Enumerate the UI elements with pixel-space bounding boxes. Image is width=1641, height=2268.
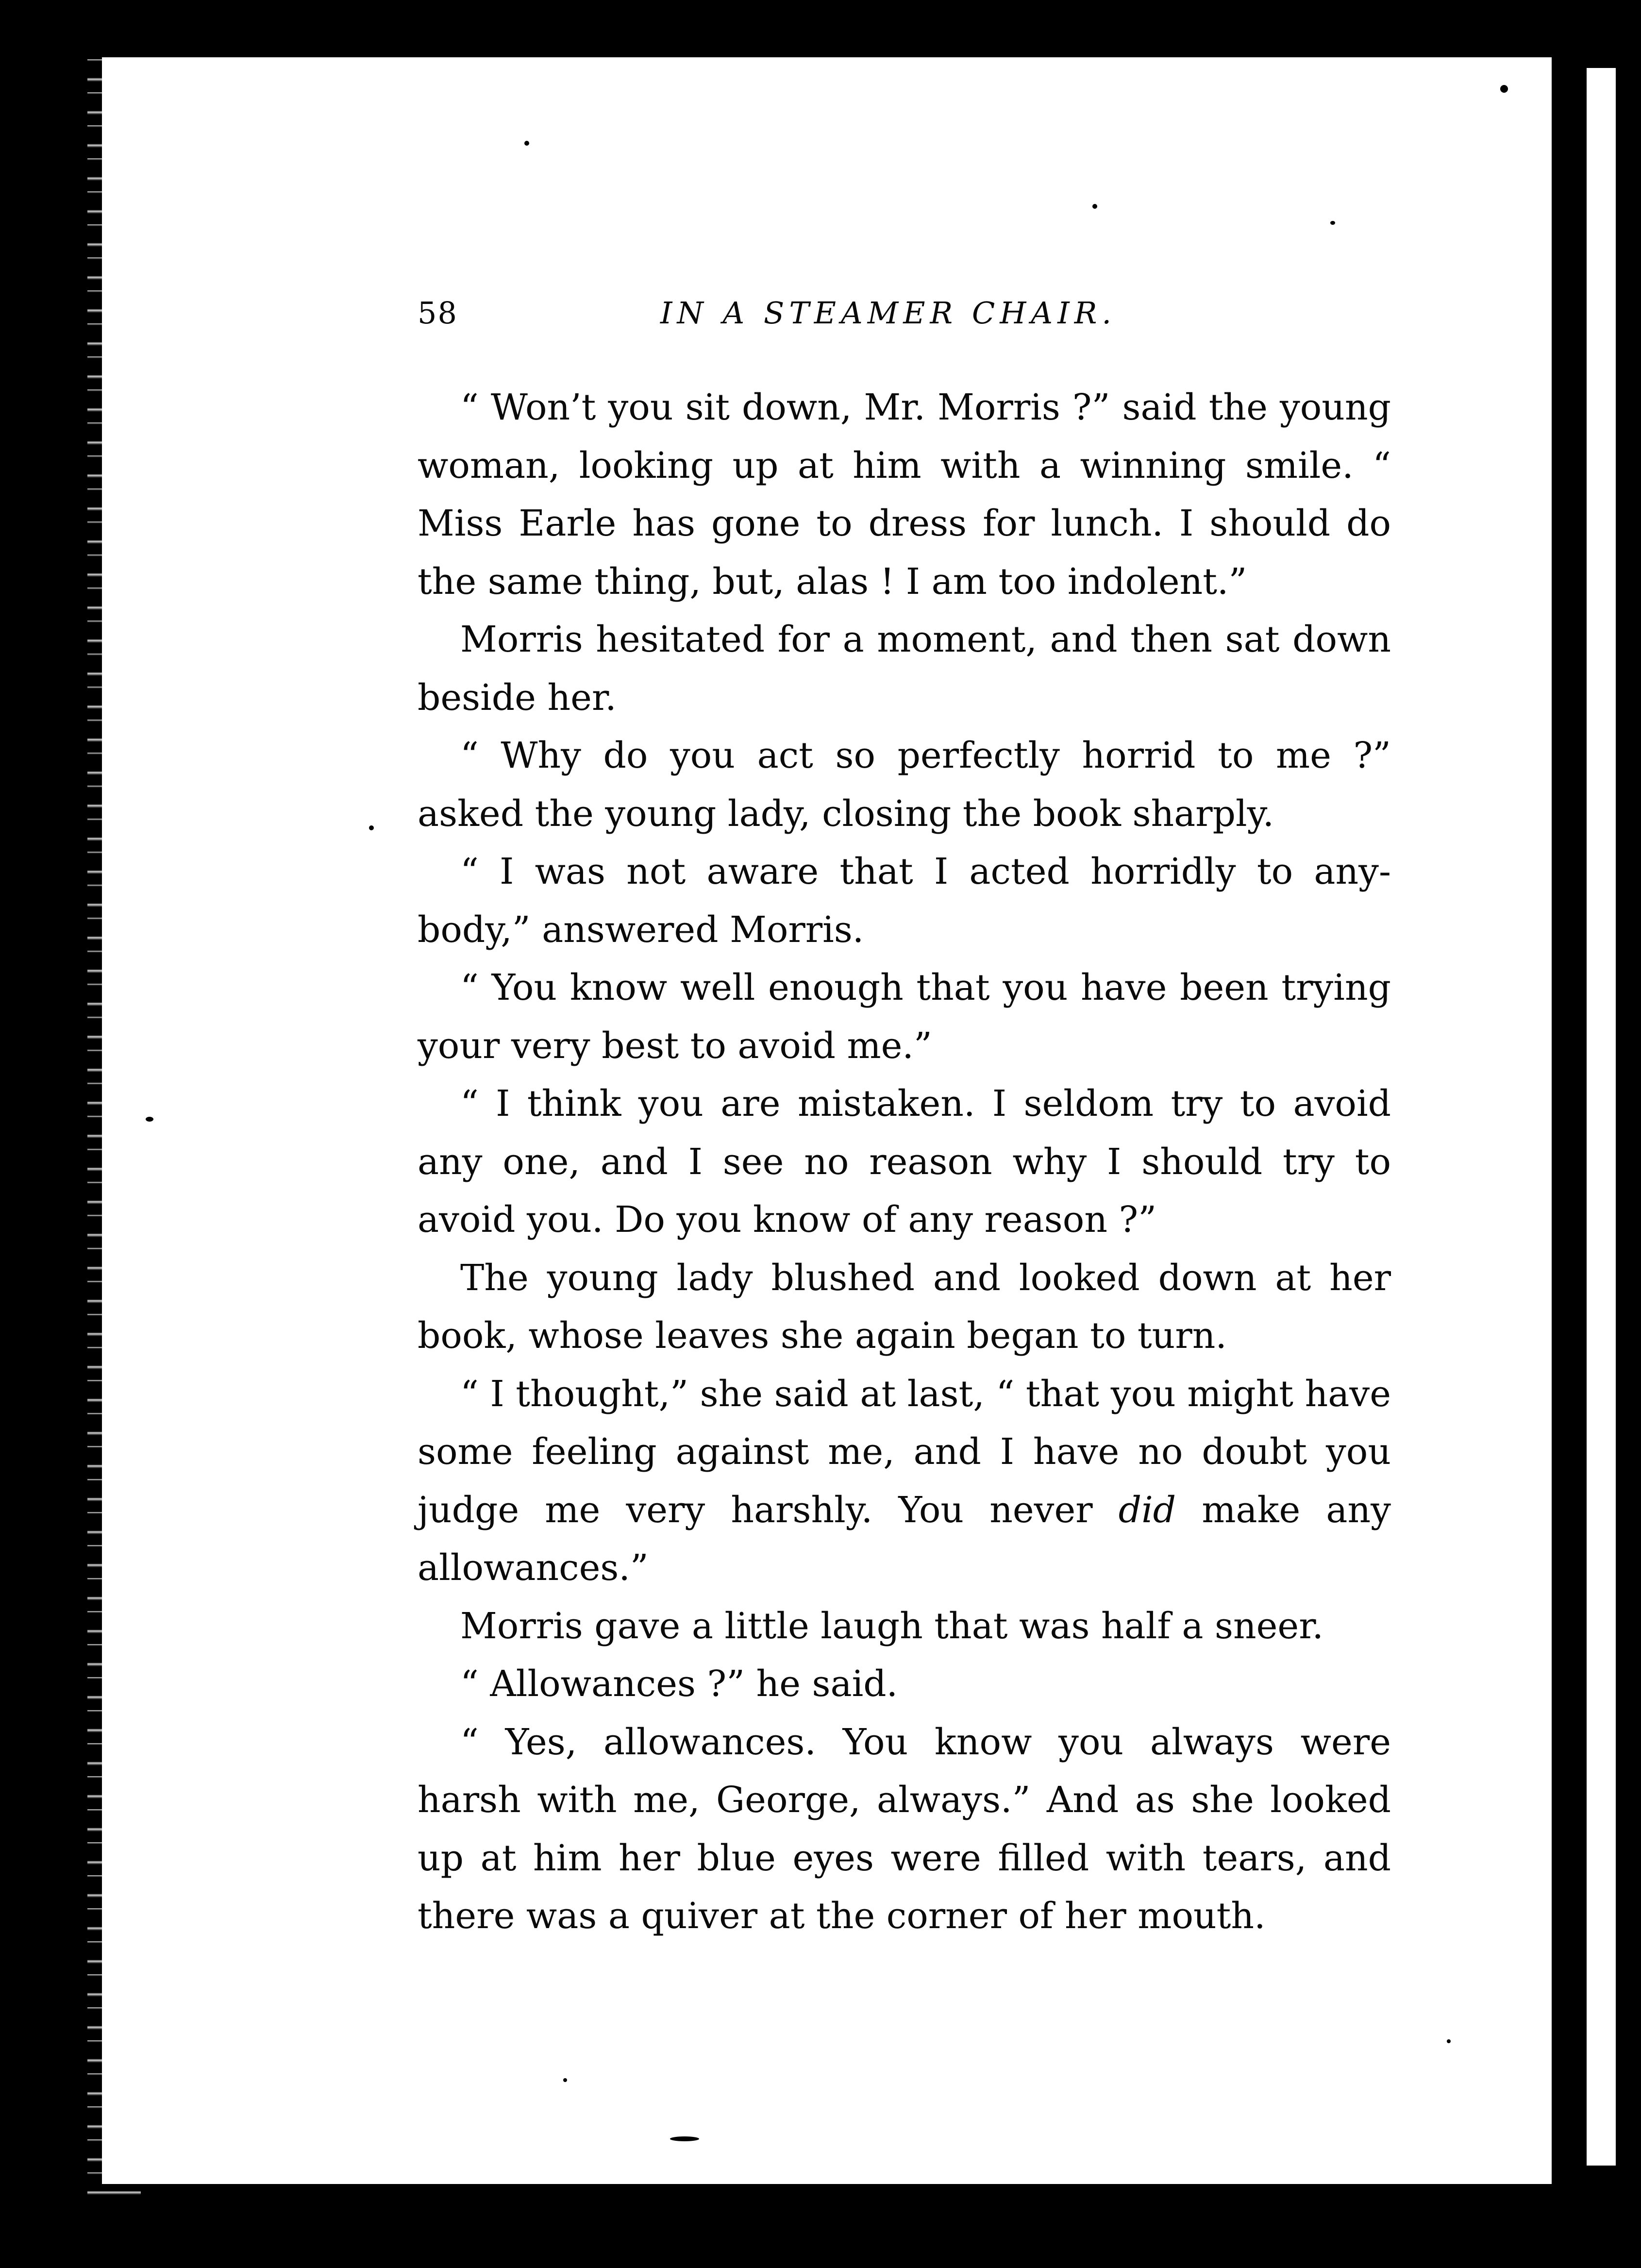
scan-speck [524,141,529,146]
paragraph: “ I think you are mistaken. I seldom try to avoid any one, and I see no reason why I should try to avoid you. Do you know of any reason ?” [418,1083,1391,1241]
body-text [418,379,1391,1946]
emphasis: did [1118,1489,1176,1531]
scan-speck [1330,221,1335,225]
scan-speck [369,825,374,830]
paragraph: “ You know well enough that you have been trying your very best to avoid me.” [418,967,1391,1067]
scan-speck [670,2136,699,2141]
paragraph: “ Won’t you sit down, Mr. Morris ?” said the young woman, looking up at him with a winning smile. “ Miss Earle has gone to dress for lunch. I should do the same thing, but, alas ! I am too indolent.” [418,386,1391,603]
scan-speck [563,2078,567,2082]
paragraph: “ Yes, allowances. You know you always were harsh with me, George, always.” And as she looked up at him her blue eyes were filled with tears, and there was a quiver at the corner of her mouth. [418,1721,1391,1937]
paragraph: “ Why do you act so perfectly horrid to me ?” asked the young lady, closing the book sharply. [418,735,1391,835]
scan-speck [1092,204,1097,209]
page-number: 58 [418,295,458,331]
running-title: IN A STEAMER CHAIR. [660,295,1117,331]
paragraph: Morris hesitated for a moment, and then sat down beside her. [418,619,1391,719]
paragraph: “ Allowances ?” he said. [460,1663,898,1705]
page-edge-strip [1587,68,1616,2166]
paragraph: The young lady blushed and looked down at her book, whose leaves she again began to turn. [418,1257,1391,1357]
running-head [418,295,1408,339]
paragraph: “ I thought,” she said at last, “ that you might have some feeling against me, and I have no doubt you judge me very harshly. You never did make any allowances.” [418,1373,1391,1589]
paragraph: Morris gave a little laugh that was half a sneer. [460,1605,1323,1647]
scan-speck [1447,2039,1451,2043]
scan-speck [146,1117,153,1122]
scan-speck [1500,85,1508,93]
paragraph: “ I was not aware that I acted horridly to any-body,” answered Morris. [418,851,1391,951]
